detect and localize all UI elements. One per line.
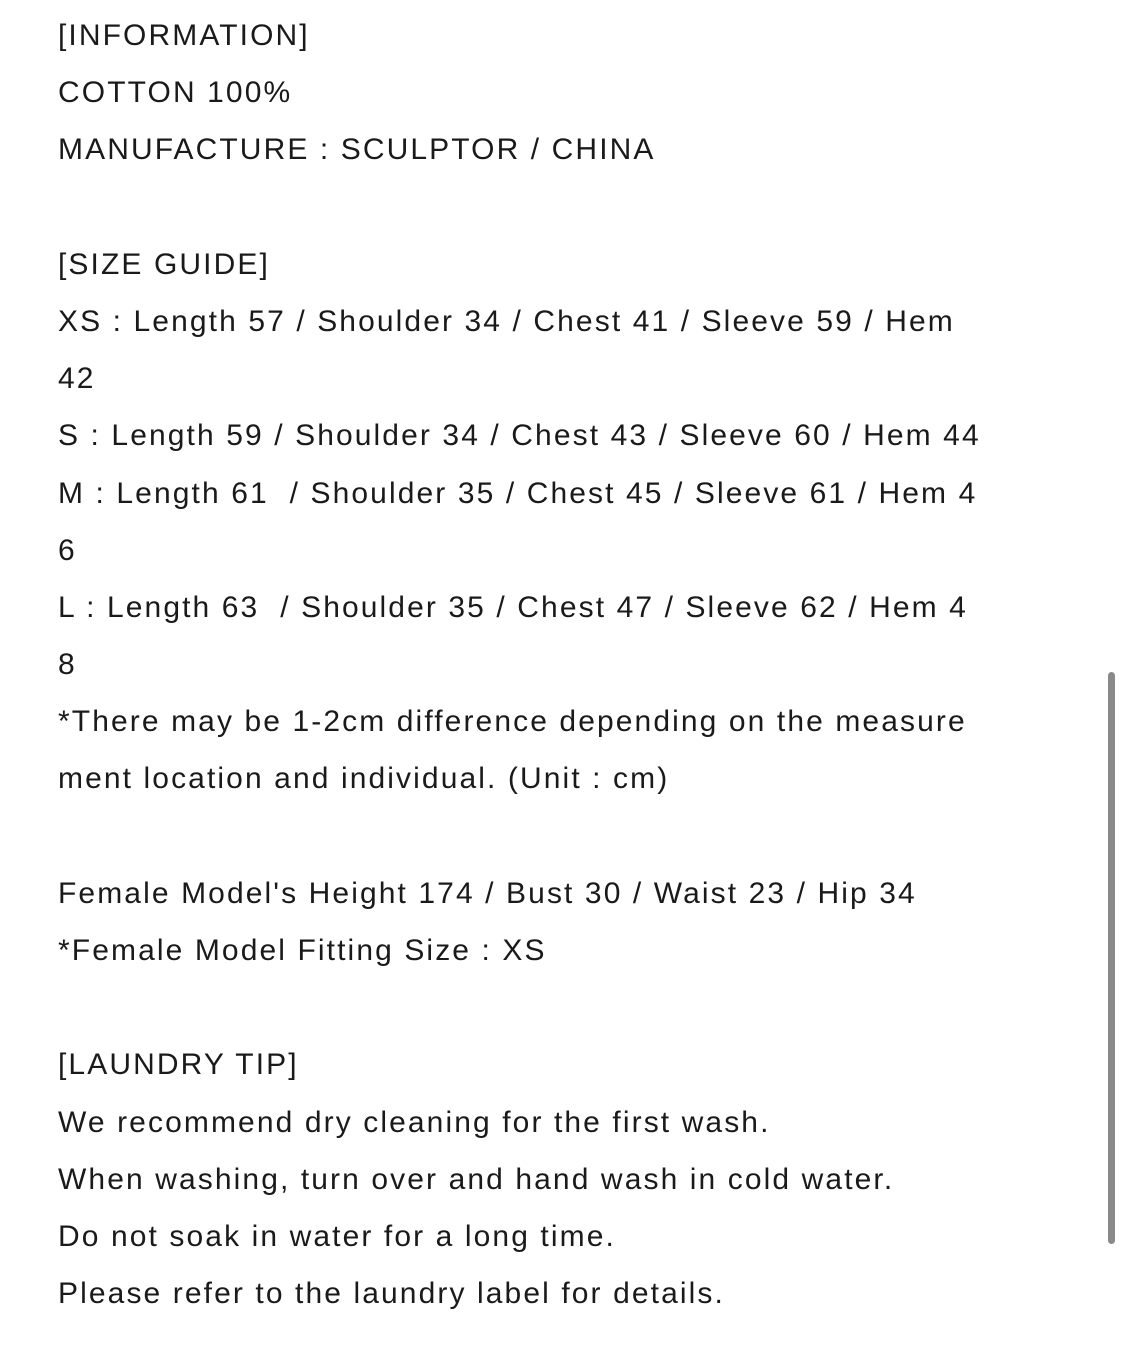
laundry-tip-line: Do not soak in water for a long time.	[58, 1219, 616, 1253]
laundry-heading: [LAUNDRY TIP]	[58, 1048, 299, 1082]
vertical-scrollbar[interactable]	[1108, 672, 1115, 1244]
model-measurements: Female Model's Height 174 / Bust 30 / Waist 23 / Hip 34	[58, 876, 917, 910]
laundry-tip-line: Please refer to the laundry label for details.	[58, 1277, 725, 1311]
model-fitting-size: *Female Model Fitting Size : XS	[58, 934, 547, 967]
product-details	[58, 7, 1098, 1322]
size-guide-note: ment location and individual. (Unit : cm)	[58, 762, 670, 796]
section-spacer	[58, 979, 1098, 1036]
size-guide-note: *There may be 1-2cm difference depending on the measure	[58, 705, 967, 739]
size-guide-line: L : Length 63 / Shoulder 35 / Chest 47 / Sleeve 62 / Hem 4	[58, 590, 968, 624]
information-heading: [INFORMATION]	[58, 19, 310, 52]
laundry-tip-line: When washing, turn over and hand wash in cold water.	[58, 1162, 895, 1196]
section-spacer	[58, 179, 1098, 236]
section-spacer	[58, 808, 1098, 865]
size-guide-line: XS : Length 57 / Shoulder 34 / Chest 41 / Sleeve 59 / Hem	[58, 304, 955, 338]
size-guide-line: S : Length 59 / Shoulder 34 / Chest 43 / Sleeve 60 / Hem 44	[58, 419, 981, 453]
size-guide-heading: [SIZE GUIDE]	[58, 247, 270, 281]
material-text: COTTON 100%	[58, 76, 293, 110]
size-guide-line: 6	[58, 533, 77, 567]
size-guide-line: 42	[58, 362, 96, 396]
size-guide-line: M : Length 61 / Shoulder 35 / Chest 45 / Sleeve 61 / Hem 4	[58, 476, 978, 510]
laundry-tip-line: We recommend dry cleaning for the first wash.	[58, 1105, 771, 1139]
manufacture-text: MANUFACTURE : SCULPTOR / CHINA	[58, 133, 656, 167]
size-guide-line: 8	[58, 648, 77, 682]
